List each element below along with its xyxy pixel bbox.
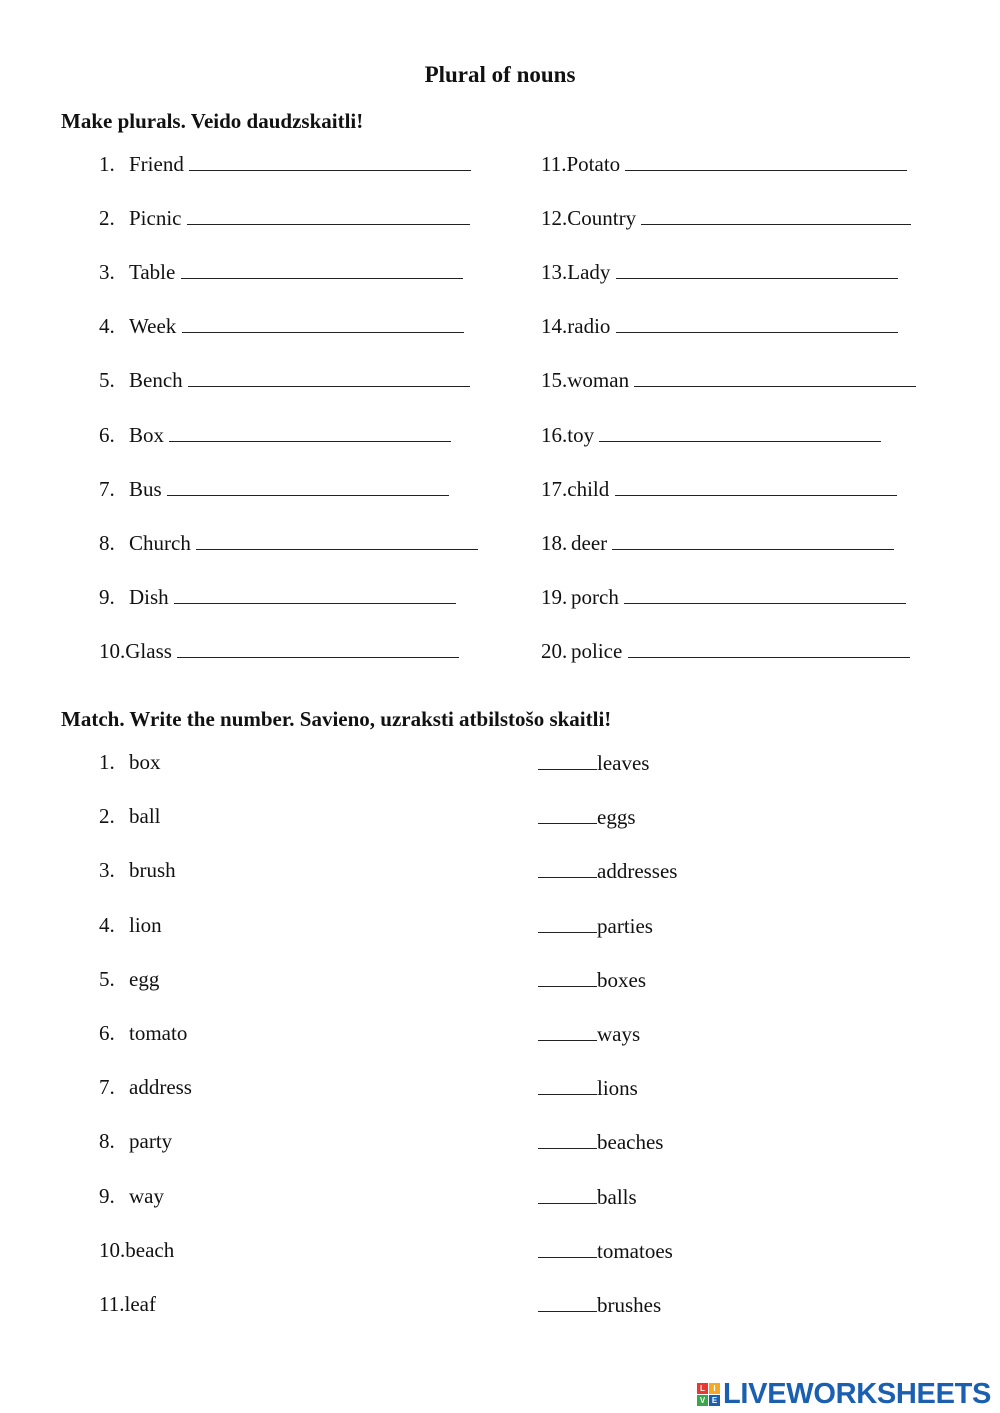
item-number: 14. <box>541 314 568 339</box>
item-word: box <box>129 750 161 774</box>
item-number: 15. <box>541 368 568 393</box>
item-number: 11. <box>541 152 567 176</box>
item-number: 10. <box>99 638 126 663</box>
match-answer-blank[interactable] <box>538 802 597 824</box>
plural-item <box>99 311 464 339</box>
answer-blank[interactable] <box>174 582 456 604</box>
plural-item <box>541 203 911 231</box>
match-item <box>99 911 162 939</box>
item-number: 6. <box>99 422 115 447</box>
item-word: egg <box>129 966 160 991</box>
match-answer-item <box>538 802 636 830</box>
item-word: Friend <box>129 152 184 176</box>
match-answer-blank[interactable] <box>538 911 597 933</box>
match-word: boxes <box>597 967 646 992</box>
match-item <box>99 1236 174 1264</box>
answer-blank[interactable] <box>196 528 478 550</box>
match-item <box>99 856 176 884</box>
item-number: 4. <box>99 912 115 937</box>
item-word: Bus <box>129 476 162 501</box>
plural-item <box>541 636 910 664</box>
answer-blank[interactable] <box>182 311 464 333</box>
answer-blank[interactable] <box>624 582 906 604</box>
plural-item <box>541 149 907 177</box>
item-word: Dish <box>129 584 169 609</box>
match-answer-item <box>538 965 646 993</box>
match-answer-item <box>538 1073 638 1101</box>
logo-mark-letter: V <box>697 1395 708 1406</box>
match-word: tomatoes <box>597 1238 673 1263</box>
plural-item <box>541 582 906 610</box>
match-word: ways <box>597 1022 641 1046</box>
answer-blank[interactable] <box>615 474 897 496</box>
section-heading-make-plurals: Make plurals. Veido daudzskaitli! <box>61 109 364 133</box>
item-word: tomato <box>129 1021 188 1045</box>
match-item <box>99 1127 172 1155</box>
logo-mark-letter: L <box>697 1383 708 1394</box>
item-number: 2. <box>99 206 115 231</box>
item-word: Week <box>129 314 177 339</box>
item-number: 1. <box>99 750 115 774</box>
item-word: address <box>129 1075 192 1100</box>
item-number: 9. <box>99 584 115 609</box>
plural-item <box>99 365 470 393</box>
match-word: balls <box>597 1184 637 1209</box>
match-answer-item <box>538 1236 673 1264</box>
match-answer-item <box>538 1127 663 1155</box>
answer-blank[interactable] <box>641 203 911 225</box>
item-number: 10. <box>99 1237 126 1262</box>
logo-text: LIVEWORKSHEETS <box>723 1377 992 1410</box>
plural-item <box>99 528 478 556</box>
plural-item <box>541 365 916 393</box>
match-word: leaves <box>597 751 650 775</box>
match-word: brushes <box>597 1293 662 1317</box>
match-item <box>99 748 161 776</box>
item-word: brush <box>129 858 176 883</box>
item-word: porch <box>571 584 619 609</box>
match-answer-blank[interactable] <box>538 1182 597 1204</box>
item-number: 20. <box>541 638 568 663</box>
liveworksheets-logo-mark-icon <box>697 1383 720 1406</box>
item-number: 19. <box>541 584 568 609</box>
match-word: eggs <box>597 805 636 830</box>
answer-blank[interactable] <box>612 528 894 550</box>
plural-item <box>99 203 470 231</box>
item-word: Box <box>129 422 165 447</box>
section-heading-match: Match. Write the number. Savieno, uzraksti atbilstošo skaitli! <box>61 707 612 731</box>
item-word: party <box>129 1129 173 1154</box>
page-title: Plural of nouns <box>424 62 576 87</box>
match-item <box>99 802 161 830</box>
item-number: 8. <box>99 1129 115 1154</box>
item-word: deer <box>571 530 608 555</box>
plural-item <box>541 420 881 448</box>
item-word: Potato <box>566 152 621 176</box>
item-word: child <box>567 476 610 501</box>
plural-item <box>541 257 898 285</box>
item-number: 8. <box>99 530 115 555</box>
answer-blank[interactable] <box>169 420 451 442</box>
match-answer-item <box>538 911 653 939</box>
answer-blank[interactable] <box>177 636 459 658</box>
match-item <box>99 1019 187 1047</box>
item-word: Church <box>129 530 191 555</box>
item-number: 5. <box>99 966 115 991</box>
item-word: Country <box>567 206 637 231</box>
item-word: leaf <box>124 1292 156 1316</box>
match-answer-blank[interactable] <box>538 1236 597 1258</box>
item-number: 13. <box>541 260 568 285</box>
match-word: beaches <box>597 1130 664 1155</box>
answer-blank[interactable] <box>187 203 470 225</box>
match-word: addresses <box>597 859 678 884</box>
item-number: 6. <box>99 1021 115 1045</box>
answer-blank[interactable] <box>599 420 881 442</box>
item-number: 3. <box>99 858 115 883</box>
item-word: Lady <box>567 260 611 285</box>
logo-mark-letter: E <box>709 1395 720 1406</box>
item-word: Bench <box>129 368 183 393</box>
match-item <box>99 1073 192 1101</box>
match-answer-item <box>538 1290 661 1318</box>
match-word: lions <box>597 1076 638 1101</box>
plural-item <box>541 474 897 502</box>
answer-blank[interactable] <box>188 365 470 387</box>
plural-item <box>99 257 463 285</box>
item-number: 3. <box>99 260 115 285</box>
plural-item <box>99 149 471 177</box>
item-number: 4. <box>99 314 115 339</box>
answer-blank[interactable] <box>181 257 463 279</box>
liveworksheets-logo <box>697 1376 991 1412</box>
match-answer-item <box>538 1182 637 1210</box>
item-number: 9. <box>99 1183 115 1208</box>
logo-mark-letter: I <box>709 1383 720 1394</box>
plural-item <box>99 582 456 610</box>
answer-blank[interactable] <box>616 257 898 279</box>
item-word: radio <box>567 314 611 339</box>
item-word: police <box>571 638 623 663</box>
match-item <box>99 1290 156 1318</box>
plural-item <box>99 420 451 448</box>
plural-item <box>541 528 894 556</box>
item-number: 7. <box>99 476 115 501</box>
item-number: 12. <box>541 206 568 231</box>
match-answer-item <box>538 1019 640 1047</box>
match-answer-blank[interactable] <box>538 856 597 878</box>
item-number: 5. <box>99 368 115 393</box>
plural-item <box>99 636 459 664</box>
match-item <box>99 965 159 993</box>
item-word: lion <box>129 912 162 937</box>
item-word: toy <box>567 422 595 447</box>
answer-blank[interactable] <box>167 474 449 496</box>
match-answer-item <box>538 748 649 776</box>
item-number: 1. <box>99 152 115 176</box>
match-answer-blank[interactable] <box>538 1127 597 1149</box>
match-answer-blank[interactable] <box>538 1019 597 1041</box>
plural-item <box>99 474 449 502</box>
match-answer-blank[interactable] <box>538 1290 597 1312</box>
match-answer-blank[interactable] <box>538 965 597 987</box>
match-answer-item <box>538 856 677 884</box>
answer-blank[interactable] <box>625 149 907 171</box>
item-word: way <box>129 1183 164 1208</box>
item-number: 2. <box>99 804 115 829</box>
match-answer-blank[interactable] <box>538 1073 597 1095</box>
answer-blank[interactable] <box>616 311 898 333</box>
match-answer-blank[interactable] <box>538 748 597 770</box>
item-word: beach <box>125 1237 175 1262</box>
item-word: ball <box>129 804 161 829</box>
item-number: 16. <box>541 422 568 447</box>
match-item <box>99 1182 164 1210</box>
item-number: 11. <box>99 1292 125 1316</box>
answer-blank[interactable] <box>189 149 471 171</box>
answer-blank[interactable] <box>634 365 916 387</box>
item-word: Glass <box>125 638 172 663</box>
item-word: Table <box>129 260 176 285</box>
item-number: 7. <box>99 1075 115 1100</box>
item-number: 17. <box>541 476 568 501</box>
match-word: parties <box>597 913 653 938</box>
item-word: woman <box>567 368 630 393</box>
answer-blank[interactable] <box>628 636 910 658</box>
item-number: 18. <box>541 530 568 555</box>
item-word: Picnic <box>129 206 182 231</box>
plural-item <box>541 311 898 339</box>
